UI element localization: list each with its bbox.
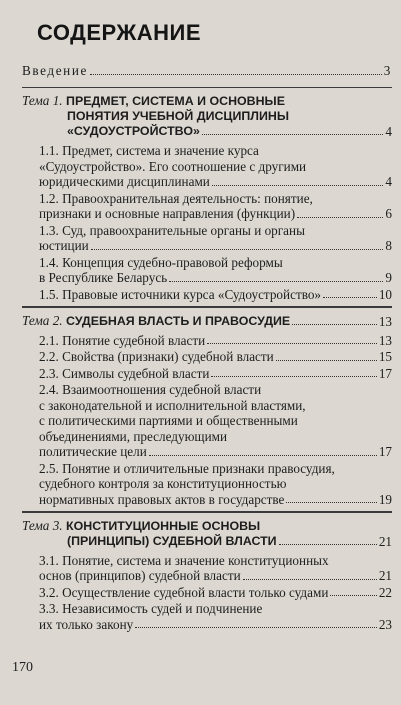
- toc-entry-title: Введение: [22, 63, 88, 78]
- subsection-list: [22, 553, 392, 633]
- toc-subentry[interactable]: 1.1. Предмет, система и значение курса «Судоустройство». Его соотношение с другими юридическими дисциплинами 4: [39, 143, 392, 189]
- section-divider: [22, 87, 392, 89]
- toc-section-3[interactable]: Тема 3. КОНСТИТУЦИОННЫЕ ОСНОВЫ (ПРИНЦИПЫ) СУДЕБНОЙ ВЛАСТИ 21: [22, 517, 392, 549]
- section-label: Тема 2.: [22, 312, 63, 328]
- section-divider: [22, 306, 392, 308]
- leader-dots: [276, 360, 377, 361]
- toc-subentry[interactable]: 3.3. Независимость судей и подчинение их только закону 23: [39, 601, 392, 632]
- section-title-last-line: «СУДОУСТРОЙСТВО» 4: [67, 124, 392, 139]
- leader-dots: [330, 595, 376, 596]
- toc-page-number: 19: [378, 491, 392, 507]
- toc-page-number: 21: [378, 568, 392, 583]
- toc-page-number: 6: [385, 206, 392, 221]
- leader-dots: [135, 627, 377, 628]
- leader-dots: [323, 297, 377, 298]
- toc-page-number: 10: [378, 286, 392, 302]
- toc-subentry[interactable]: 2.3. Символы судебной власти 17: [39, 365, 392, 381]
- toc-subentry[interactable]: 1.2. Правоохранительная деятельность: понятие, признаки и основные направления (функции) 6: [39, 190, 392, 221]
- leader-dots: [279, 544, 377, 545]
- section-title-line: Тема 1. ПРЕДМЕТ, СИСТЕМА И ОСНОВНЫЕ: [22, 93, 285, 108]
- toc-page-number: 13: [378, 313, 392, 329]
- toc-page-number: 17: [378, 365, 392, 381]
- leader-dots: [90, 74, 382, 75]
- toc-page-number: 8: [385, 238, 392, 253]
- toc-subentry[interactable]: 1.4. Концепция судебно-правовой реформы в Республике Беларусь 9: [39, 254, 392, 285]
- toc-subentry[interactable]: 3.1. Понятие, система и значение конституционных основ (принципов) судебной власти 21: [39, 552, 392, 583]
- toc-subentry[interactable]: 2.5. Понятие и отличительные признаки правосудия, судебного контроля за конституционностью нормативных правовых актов в государстве 19: [39, 460, 392, 507]
- section-label: Тема 3.: [22, 517, 63, 533]
- toc-page-number: 17: [378, 444, 392, 459]
- toc-subentry[interactable]: 2.4. Взаимоотношения судебной власти с законодательной и исполнительной властями, с политическими партиями и общественными объединениями, преследующими политические цели 17: [39, 382, 392, 459]
- toc-subentry[interactable]: 2.2. Свойства (признаки) судебной власти 15: [39, 349, 392, 364]
- toc-page-number: 22: [378, 584, 392, 600]
- subsection-list: [22, 143, 392, 302]
- section-divider: [22, 511, 392, 513]
- toc-section-1[interactable]: [22, 93, 392, 139]
- toc-section-2[interactable]: Тема 2. СУДЕБНАЯ ВЛАСТЬ И ПРАВОСУДИЕ 13: [22, 312, 392, 329]
- leader-dots: [149, 455, 377, 456]
- leader-dots: [292, 324, 377, 325]
- leader-dots: [211, 376, 376, 377]
- leader-dots: [286, 502, 376, 503]
- toc-subentry[interactable]: 2.1. Понятие судебной власти 13: [39, 332, 392, 348]
- leader-dots: [202, 134, 384, 135]
- page-number: 170: [12, 660, 33, 675]
- leader-dots: [212, 185, 384, 186]
- section-title-line: ПОНЯТИЯ УЧЕБНОЙ ДИСЦИПЛИНЫ: [67, 109, 289, 123]
- toc-page-number: 4: [385, 124, 392, 139]
- toc-page-number: 4: [385, 174, 392, 189]
- leader-dots: [297, 217, 383, 218]
- toc-subentry[interactable]: 3.2. Осуществление судебной власти только судами 22: [39, 584, 392, 600]
- leader-dots: [169, 281, 383, 282]
- toc-page-number: 3: [383, 63, 392, 78]
- table-of-contents: [22, 63, 392, 633]
- subsection-list: [22, 333, 392, 508]
- toc-page-number: 9: [385, 270, 392, 285]
- toc-page-number: 23: [378, 616, 392, 632]
- leader-dots: [207, 343, 377, 344]
- toc-entry-intro[interactable]: [22, 63, 392, 79]
- section-label: Тема 1.: [22, 93, 63, 108]
- toc-subentry[interactable]: 1.3. Суд, правоохранительные органы и органы юстиции 8: [39, 222, 392, 253]
- toc-page-number: 13: [378, 332, 392, 348]
- leader-dots: [243, 579, 377, 580]
- toc-page-number: 21: [378, 533, 392, 549]
- leader-dots: [91, 249, 384, 250]
- toc-subentry[interactable]: 1.5. Правовые источники курса «Судоустройство» 10: [39, 286, 392, 302]
- page-title: СОДЕРЖАНИЕ: [37, 20, 202, 45]
- toc-page-number: 15: [378, 349, 392, 364]
